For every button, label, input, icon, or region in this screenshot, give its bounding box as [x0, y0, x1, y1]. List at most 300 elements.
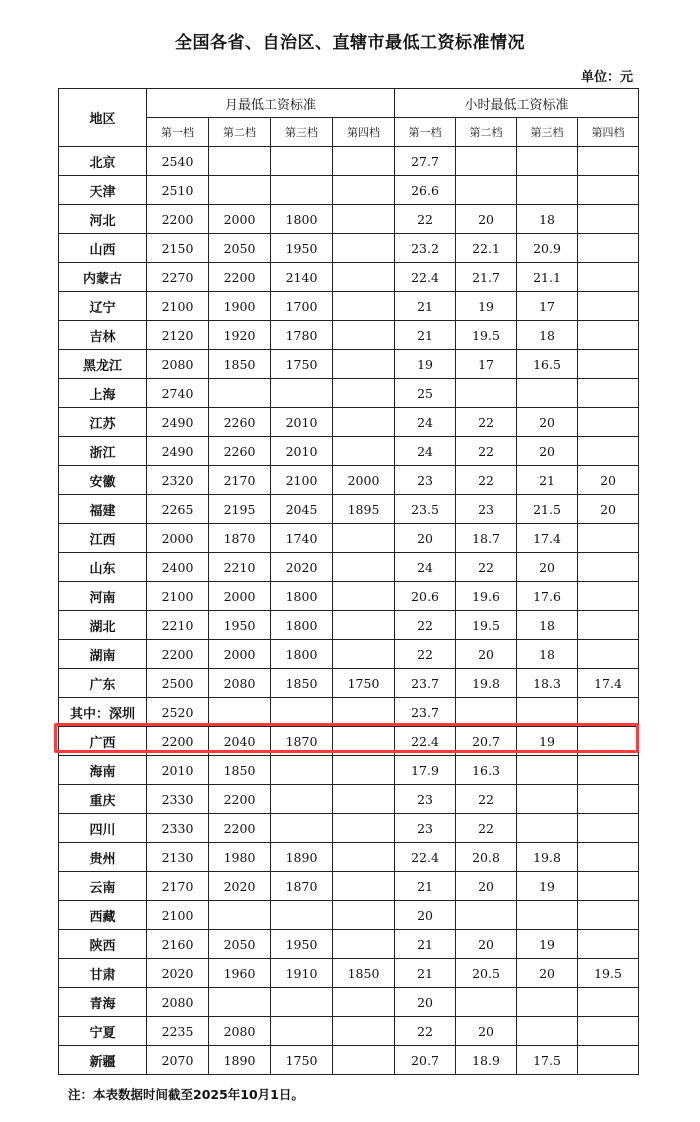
monthly-tier-2-header: 第二档: [209, 118, 271, 147]
hourly-tier-1-cell: 23.5: [395, 495, 456, 524]
hourly-tier-2-cell: 20.5: [456, 959, 517, 988]
hourly-tier-1-cell: 22.4: [395, 263, 456, 292]
table-row: [59, 350, 639, 379]
hourly-tier-3-cell: 18: [517, 611, 578, 640]
monthly-tier-2-cell: 2195: [209, 495, 271, 524]
hourly-tier-3-cell: 21: [517, 466, 578, 495]
region-cell: 内蒙古: [59, 263, 147, 292]
hourly-tier-3-cell: 20: [517, 959, 578, 988]
monthly-tier-4-cell: [333, 437, 395, 466]
hourly-tier-1-cell: 23.7: [395, 669, 456, 698]
monthly-tier-2-cell: [209, 698, 271, 727]
monthly-tier-3-cell: 1800: [271, 611, 333, 640]
region-cell: 山东: [59, 553, 147, 582]
monthly-tier-3-cell: [271, 988, 333, 1017]
region-cell: 江西: [59, 524, 147, 553]
monthly-tier-1-cell: 2080: [147, 350, 209, 379]
monthly-tier-1-cell: 2330: [147, 785, 209, 814]
hourly-tier-3-cell: [517, 814, 578, 843]
table-row: [59, 176, 639, 205]
hourly-tier-3-cell: 16.5: [517, 350, 578, 379]
hourly-tier-1-cell: 21: [395, 292, 456, 321]
monthly-tier-2-cell: 1870: [209, 524, 271, 553]
hourly-tier-2-cell: 21.7: [456, 263, 517, 292]
region-cell: 陕西: [59, 930, 147, 959]
monthly-tier-2-cell: 2080: [209, 669, 271, 698]
monthly-tier-3-cell: 1870: [271, 727, 333, 756]
monthly-tier-2-cell: [209, 901, 271, 930]
table-row: [59, 234, 639, 263]
hourly-tier-4-cell: [578, 553, 639, 582]
monthly-tier-1-cell: 2010: [147, 756, 209, 785]
monthly-tier-3-cell: 1850: [271, 669, 333, 698]
monthly-tier-3-cell: 2010: [271, 408, 333, 437]
hourly-tier-1-cell: 20.6: [395, 582, 456, 611]
monthly-tier-4-cell: [333, 321, 395, 350]
table-row: [59, 872, 639, 901]
monthly-tier-1-cell: 2330: [147, 814, 209, 843]
monthly-tier-3-cell: 1750: [271, 350, 333, 379]
hourly-tier-4-cell: [578, 698, 639, 727]
hourly-tier-1-cell: 17.9: [395, 756, 456, 785]
hourly-tier-3-cell: [517, 1017, 578, 1046]
monthly-tier-4-cell: 1895: [333, 495, 395, 524]
monthly-tier-4-cell: 1750: [333, 669, 395, 698]
hourly-tier-1-cell: 20: [395, 901, 456, 930]
region-cell: 云南: [59, 872, 147, 901]
region-cell: 吉林: [59, 321, 147, 350]
region-cell: 北京: [59, 147, 147, 176]
hourly-tier-2-cell: 22: [456, 785, 517, 814]
region-cell: 上海: [59, 379, 147, 408]
monthly-tier-2-cell: 1980: [209, 843, 271, 872]
hourly-tier-4-cell: [578, 350, 639, 379]
hourly-tier-2-cell: [456, 176, 517, 205]
monthly-tier-3-cell: 1800: [271, 582, 333, 611]
region-cell: 湖北: [59, 611, 147, 640]
hourly-tier-1-cell: 26.6: [395, 176, 456, 205]
hourly-tier-1-cell: 27.7: [395, 147, 456, 176]
monthly-tier-1-cell: 2490: [147, 437, 209, 466]
monthly-tier-3-cell: 1750: [271, 1046, 333, 1075]
hourly-tier-3-header: 第三档: [517, 118, 578, 147]
hourly-tier-4-cell: [578, 176, 639, 205]
hourly-tier-4-cell: [578, 147, 639, 176]
hourly-tier-1-cell: 23.2: [395, 234, 456, 263]
monthly-tier-3-cell: 1890: [271, 843, 333, 872]
region-cell: 山西: [59, 234, 147, 263]
region-cell: 辽宁: [59, 292, 147, 321]
table-row: [59, 901, 639, 930]
hourly-tier-2-cell: 20: [456, 872, 517, 901]
hourly-tier-3-cell: 18: [517, 205, 578, 234]
hourly-tier-2-cell: 16.3: [456, 756, 517, 785]
monthly-tier-4-cell: [333, 292, 395, 321]
hourly-tier-1-cell: 22: [395, 205, 456, 234]
region-cell: 广西: [59, 727, 147, 756]
hourly-tier-2-cell: 18.7: [456, 524, 517, 553]
monthly-tier-3-cell: 1780: [271, 321, 333, 350]
hourly-tier-2-cell: 20.8: [456, 843, 517, 872]
hourly-tier-4-cell: [578, 205, 639, 234]
hourly-tier-3-cell: 19: [517, 727, 578, 756]
monthly-tier-4-header: 第四档: [333, 118, 395, 147]
monthly-tier-1-cell: 2490: [147, 408, 209, 437]
region-header: 地区: [59, 89, 147, 147]
monthly-tier-4-cell: [333, 901, 395, 930]
hourly-tier-1-cell: 23: [395, 814, 456, 843]
monthly-tier-1-cell: 2540: [147, 147, 209, 176]
hourly-tier-2-cell: 19.8: [456, 669, 517, 698]
monthly-tier-2-cell: 2170: [209, 466, 271, 495]
monthly-tier-2-cell: 1900: [209, 292, 271, 321]
monthly-tier-2-cell: [209, 176, 271, 205]
table-row: [59, 524, 639, 553]
region-cell: 贵州: [59, 843, 147, 872]
hourly-tier-1-cell: 22.4: [395, 843, 456, 872]
table-row: [59, 785, 639, 814]
monthly-tier-3-cell: 2140: [271, 263, 333, 292]
hourly-tier-3-cell: 17.6: [517, 582, 578, 611]
hourly-tier-4-cell: 17.4: [578, 669, 639, 698]
hourly-tier-4-cell: 19.5: [578, 959, 639, 988]
monthly-tier-2-cell: 2040: [209, 727, 271, 756]
hourly-tier-1-cell: 21: [395, 959, 456, 988]
table-row: [59, 843, 639, 872]
hourly-tier-2-cell: 19.5: [456, 611, 517, 640]
hourly-tier-2-cell: 20.7: [456, 727, 517, 756]
monthly-tier-3-cell: 1800: [271, 205, 333, 234]
monthly-tier-3-cell: [271, 901, 333, 930]
monthly-tier-3-cell: 1740: [271, 524, 333, 553]
monthly-header: 月最低工资标准: [147, 89, 395, 118]
hourly-tier-1-cell: 20: [395, 988, 456, 1017]
hourly-tier-3-cell: 20: [517, 408, 578, 437]
monthly-tier-3-cell: 1870: [271, 872, 333, 901]
region-cell: 海南: [59, 756, 147, 785]
monthly-tier-4-cell: [333, 843, 395, 872]
hourly-tier-1-cell: 22: [395, 1017, 456, 1046]
hourly-tier-4-cell: [578, 582, 639, 611]
region-cell: 天津: [59, 176, 147, 205]
hourly-tier-4-cell: [578, 901, 639, 930]
hourly-tier-3-cell: 17.5: [517, 1046, 578, 1075]
monthly-tier-3-cell: [271, 785, 333, 814]
monthly-tier-4-cell: [333, 263, 395, 292]
region-cell: 浙江: [59, 437, 147, 466]
region-cell: 江苏: [59, 408, 147, 437]
monthly-tier-1-cell: 2000: [147, 524, 209, 553]
monthly-tier-3-cell: 1700: [271, 292, 333, 321]
hourly-tier-4-cell: [578, 814, 639, 843]
monthly-tier-2-cell: 2050: [209, 930, 271, 959]
table-row: [59, 553, 639, 582]
monthly-tier-1-cell: 2130: [147, 843, 209, 872]
monthly-tier-4-cell: [333, 988, 395, 1017]
hourly-tier-3-cell: [517, 901, 578, 930]
hourly-tier-3-cell: 17: [517, 292, 578, 321]
hourly-tier-2-cell: [456, 379, 517, 408]
hourly-tier-4-header: 第四档: [578, 118, 639, 147]
hourly-tier-3-cell: 18: [517, 640, 578, 669]
monthly-tier-4-cell: 2000: [333, 466, 395, 495]
hourly-tier-4-cell: [578, 930, 639, 959]
hourly-header: 小时最低工资标准: [395, 89, 639, 118]
hourly-tier-3-cell: 20: [517, 553, 578, 582]
monthly-tier-4-cell: [333, 611, 395, 640]
monthly-tier-3-cell: 2010: [271, 437, 333, 466]
hourly-tier-2-cell: 22: [456, 408, 517, 437]
footnote: 注：本表数据时间截至2025年10月1日。: [68, 1087, 304, 1102]
table-row: [59, 1046, 639, 1075]
monthly-tier-4-cell: [333, 147, 395, 176]
monthly-tier-1-cell: 2150: [147, 234, 209, 263]
hourly-tier-1-cell: 20: [395, 524, 456, 553]
hourly-tier-4-cell: [578, 379, 639, 408]
hourly-tier-1-cell: 22: [395, 640, 456, 669]
min-wage-table: [58, 88, 639, 1075]
hourly-tier-3-cell: 17.4: [517, 524, 578, 553]
monthly-tier-3-cell: [271, 147, 333, 176]
monthly-tier-2-cell: [209, 147, 271, 176]
hourly-tier-3-cell: [517, 785, 578, 814]
monthly-tier-3-cell: 1800: [271, 640, 333, 669]
monthly-tier-4-cell: 1850: [333, 959, 395, 988]
region-cell: 广东: [59, 669, 147, 698]
monthly-tier-2-cell: 1950: [209, 611, 271, 640]
monthly-tier-2-cell: 2020: [209, 872, 271, 901]
hourly-tier-4-cell: [578, 321, 639, 350]
region-cell: 河北: [59, 205, 147, 234]
monthly-tier-1-cell: 2210: [147, 611, 209, 640]
monthly-tier-2-cell: 2200: [209, 814, 271, 843]
monthly-tier-1-header: 第一档: [147, 118, 209, 147]
monthly-tier-3-cell: [271, 698, 333, 727]
monthly-tier-2-cell: 1960: [209, 959, 271, 988]
monthly-tier-2-cell: 1850: [209, 756, 271, 785]
hourly-tier-1-cell: 21: [395, 872, 456, 901]
monthly-tier-3-cell: 2045: [271, 495, 333, 524]
hourly-tier-2-cell: 19.6: [456, 582, 517, 611]
monthly-tier-1-cell: 2080: [147, 988, 209, 1017]
table-row: [59, 263, 639, 292]
table-row: [59, 292, 639, 321]
hourly-tier-3-cell: [517, 756, 578, 785]
hourly-tier-3-cell: 18: [517, 321, 578, 350]
table-row: [59, 582, 639, 611]
hourly-tier-4-cell: [578, 524, 639, 553]
monthly-tier-4-cell: [333, 872, 395, 901]
hourly-tier-2-cell: [456, 698, 517, 727]
monthly-tier-1-cell: 2120: [147, 321, 209, 350]
hourly-tier-2-cell: 19: [456, 292, 517, 321]
monthly-tier-3-cell: 1910: [271, 959, 333, 988]
monthly-tier-4-cell: [333, 176, 395, 205]
hourly-tier-1-cell: 21: [395, 930, 456, 959]
monthly-tier-2-cell: 2050: [209, 234, 271, 263]
monthly-tier-1-cell: 2100: [147, 901, 209, 930]
monthly-tier-4-cell: [333, 1017, 395, 1046]
hourly-tier-2-cell: 20: [456, 205, 517, 234]
hourly-tier-2-cell: [456, 901, 517, 930]
monthly-tier-1-cell: 2740: [147, 379, 209, 408]
monthly-tier-4-cell: [333, 698, 395, 727]
monthly-tier-1-cell: 2100: [147, 292, 209, 321]
hourly-tier-3-cell: 20: [517, 437, 578, 466]
table-row: [59, 495, 639, 524]
hourly-tier-2-header: 第二档: [456, 118, 517, 147]
monthly-tier-3-cell: [271, 379, 333, 408]
hourly-tier-4-cell: [578, 292, 639, 321]
hourly-tier-3-cell: 18.3: [517, 669, 578, 698]
hourly-tier-3-cell: [517, 176, 578, 205]
table-row: [59, 205, 639, 234]
monthly-tier-4-cell: [333, 756, 395, 785]
hourly-tier-2-cell: 22: [456, 814, 517, 843]
region-cell: 宁夏: [59, 1017, 147, 1046]
monthly-tier-2-cell: 2260: [209, 408, 271, 437]
region-cell: 安徽: [59, 466, 147, 495]
table-row: [59, 814, 639, 843]
monthly-tier-3-cell: [271, 1017, 333, 1046]
hourly-tier-3-cell: 21.1: [517, 263, 578, 292]
monthly-tier-1-cell: 2265: [147, 495, 209, 524]
monthly-tier-3-cell: 2100: [271, 466, 333, 495]
hourly-tier-2-cell: 23: [456, 495, 517, 524]
hourly-tier-4-cell: 20: [578, 466, 639, 495]
hourly-tier-4-cell: [578, 756, 639, 785]
monthly-tier-1-cell: 2510: [147, 176, 209, 205]
hourly-tier-4-cell: [578, 408, 639, 437]
hourly-tier-1-cell: 22.4: [395, 727, 456, 756]
monthly-tier-2-cell: 2000: [209, 640, 271, 669]
monthly-tier-2-cell: 2210: [209, 553, 271, 582]
monthly-tier-4-cell: [333, 785, 395, 814]
hourly-tier-3-cell: 21.5: [517, 495, 578, 524]
monthly-tier-3-cell: 2020: [271, 553, 333, 582]
table-row: [59, 408, 639, 437]
hourly-tier-2-cell: 18.9: [456, 1046, 517, 1075]
monthly-tier-1-cell: 2400: [147, 553, 209, 582]
hourly-tier-1-cell: 23.7: [395, 698, 456, 727]
hourly-tier-2-cell: 17: [456, 350, 517, 379]
hourly-tier-4-cell: [578, 611, 639, 640]
hourly-tier-3-cell: [517, 379, 578, 408]
table-row: [59, 756, 639, 785]
hourly-tier-2-cell: 20: [456, 1017, 517, 1046]
monthly-tier-1-cell: 2520: [147, 698, 209, 727]
region-cell: 湖南: [59, 640, 147, 669]
region-cell: 黑龙江: [59, 350, 147, 379]
table-row: [59, 379, 639, 408]
monthly-tier-1-cell: 2170: [147, 872, 209, 901]
monthly-tier-2-cell: 2000: [209, 205, 271, 234]
monthly-tier-4-cell: [333, 379, 395, 408]
hourly-tier-2-cell: 19.5: [456, 321, 517, 350]
hourly-tier-3-cell: 20.9: [517, 234, 578, 263]
table-row: [59, 466, 639, 495]
monthly-tier-2-cell: 1920: [209, 321, 271, 350]
hourly-tier-1-cell: 25: [395, 379, 456, 408]
hourly-tier-4-cell: [578, 727, 639, 756]
unit-label: 单位：元: [580, 70, 633, 85]
monthly-tier-1-cell: 2500: [147, 669, 209, 698]
table-row: [59, 698, 639, 727]
monthly-tier-4-cell: [333, 930, 395, 959]
table-row: [59, 959, 639, 988]
table-row: [59, 727, 639, 756]
hourly-tier-1-header: 第一档: [395, 118, 456, 147]
hourly-tier-3-cell: 19: [517, 930, 578, 959]
hourly-tier-4-cell: [578, 640, 639, 669]
hourly-tier-2-cell: [456, 147, 517, 176]
hourly-tier-2-cell: 22: [456, 553, 517, 582]
monthly-tier-2-cell: 1850: [209, 350, 271, 379]
monthly-tier-1-cell: 2020: [147, 959, 209, 988]
hourly-tier-2-cell: 22: [456, 437, 517, 466]
hourly-tier-4-cell: [578, 872, 639, 901]
monthly-tier-3-cell: [271, 176, 333, 205]
region-cell: 四川: [59, 814, 147, 843]
table-row: [59, 147, 639, 176]
hourly-tier-3-cell: 19: [517, 872, 578, 901]
hourly-tier-4-cell: [578, 437, 639, 466]
monthly-tier-3-cell: [271, 814, 333, 843]
region-cell: 甘肃: [59, 959, 147, 988]
table-row: [59, 930, 639, 959]
hourly-tier-4-cell: [578, 263, 639, 292]
region-cell: 新疆: [59, 1046, 147, 1075]
region-cell: 福建: [59, 495, 147, 524]
monthly-tier-1-cell: 2320: [147, 466, 209, 495]
monthly-tier-4-cell: [333, 205, 395, 234]
monthly-tier-3-header: 第三档: [271, 118, 333, 147]
hourly-tier-1-cell: 24: [395, 437, 456, 466]
monthly-tier-4-cell: [333, 727, 395, 756]
region-cell: 西藏: [59, 901, 147, 930]
table-row: [59, 669, 639, 698]
monthly-tier-1-cell: 2200: [147, 205, 209, 234]
monthly-tier-1-cell: 2200: [147, 727, 209, 756]
monthly-tier-2-cell: 2200: [209, 785, 271, 814]
table-row: [59, 1017, 639, 1046]
region-cell: 其中：深圳: [59, 698, 147, 727]
monthly-tier-4-cell: [333, 408, 395, 437]
monthly-tier-1-cell: 2100: [147, 582, 209, 611]
hourly-tier-1-cell: 22: [395, 611, 456, 640]
hourly-tier-4-cell: 20: [578, 495, 639, 524]
monthly-tier-2-cell: [209, 988, 271, 1017]
hourly-tier-2-cell: 22.1: [456, 234, 517, 263]
hourly-tier-1-cell: 23: [395, 785, 456, 814]
hourly-tier-4-cell: [578, 1046, 639, 1075]
hourly-tier-1-cell: 24: [395, 553, 456, 582]
monthly-tier-2-cell: 2260: [209, 437, 271, 466]
hourly-tier-4-cell: [578, 843, 639, 872]
monthly-tier-1-cell: 2235: [147, 1017, 209, 1046]
monthly-tier-1-cell: 2200: [147, 640, 209, 669]
hourly-tier-4-cell: [578, 988, 639, 1017]
hourly-tier-2-cell: 20: [456, 930, 517, 959]
table-row: [59, 988, 639, 1017]
monthly-tier-4-cell: [333, 524, 395, 553]
hourly-tier-3-cell: [517, 147, 578, 176]
monthly-tier-1-cell: 2160: [147, 930, 209, 959]
monthly-tier-3-cell: [271, 756, 333, 785]
monthly-tier-4-cell: [333, 814, 395, 843]
hourly-tier-1-cell: 20.7: [395, 1046, 456, 1075]
monthly-tier-4-cell: [333, 1046, 395, 1075]
